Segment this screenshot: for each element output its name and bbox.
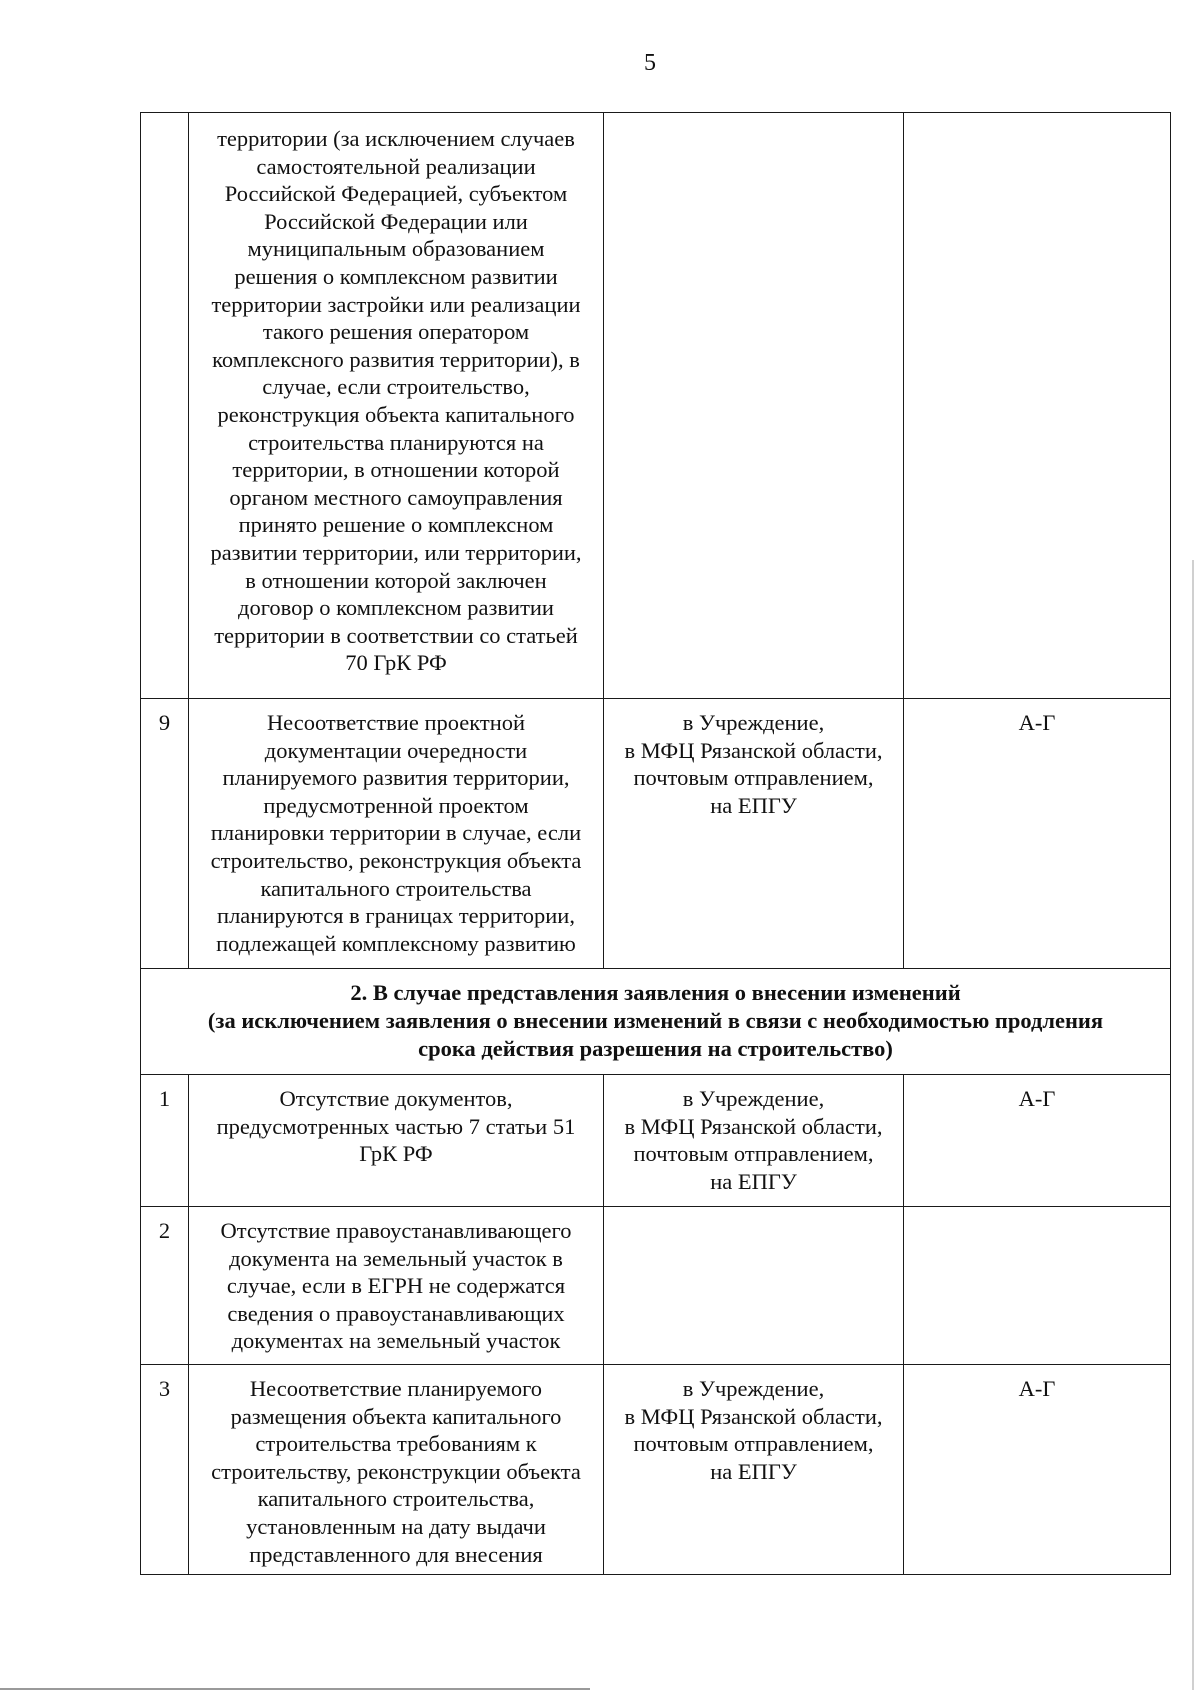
text-line: реконструкция объекта капитального [217,401,575,427]
heading-line: срока действия разрешения на строительство) [418,1036,893,1061]
text-line: Отсутствие документов, [279,1086,513,1111]
section-heading-row [141,969,1171,1075]
page-number: 5 [644,50,656,76]
text-line: муниципальным образованием [247,236,545,262]
text-line: в Учреждение, [682,710,825,735]
text-line: в Учреждение, [682,1376,825,1401]
text-line: территории (за исключением случаев [217,126,575,151]
text-line: установленным на дату выдачи [246,1513,546,1539]
text-line: в МФЦ Рязанской области, [624,1403,883,1429]
text-line: почтовым отправлением, [633,1141,874,1167]
refusal-ground-text [189,1075,604,1207]
text-line: развитии территории, или территории, [210,539,582,565]
text-line: строительства планируются на [248,429,544,455]
code-cell: А-Г [904,1075,1171,1207]
text-line: почтовым отправлением, [633,1431,874,1457]
text-line: территории в соответствии со статьей [214,622,578,648]
text-line: документации очередности [264,737,528,763]
row-number: 1 [141,1075,189,1207]
text-line: договор о комплексном развитии [238,595,554,621]
text-line: на ЕПГУ [710,792,797,818]
code-cell: А-Г [904,699,1171,969]
text-line: подлежащей комплексному развитию [216,930,576,956]
submission-method-cell [604,699,904,969]
text-line: территории, в отношении которой [232,457,560,483]
text-line: документа на земельный участок в [229,1245,563,1271]
table-row [141,1365,1171,1575]
text-line: в МФЦ Рязанской области, [624,1113,883,1139]
text-line: Несоответствие планируемого [249,1376,543,1401]
text-line: органом местного самоуправления [229,484,563,510]
row-number: 3 [141,1365,189,1575]
text-line: случае, если в ЕГРН не содержатся [226,1273,566,1299]
refusal-ground-text [189,1365,604,1575]
text-line: такого решения оператором [262,319,530,345]
code-cell [904,1207,1171,1365]
table-row [141,1075,1171,1207]
submission-method-cell [604,1075,904,1207]
text-line: на ЕПГУ [710,1458,797,1484]
scan-margin-line [1192,560,1194,1690]
text-line: Российской Федерацией, субъектом [224,181,568,207]
text-line: планировки территории в случае, если [210,820,582,846]
heading-line: 2. В случае представления заявления о внесении изменений [350,980,961,1005]
section-heading [141,969,1171,1075]
row-number: 9 [141,699,189,969]
text-line: капитального строительства [260,875,532,901]
text-line: случае, если строительство, [262,374,530,400]
text-line: сведения о правоустанавливающих [227,1300,565,1326]
text-line: 70 ГрК РФ [345,650,447,676]
text-line: Отсутствие правоустанавливающего [220,1218,572,1243]
refusal-ground-text [189,113,604,699]
text-line: капитального строительства, [257,1486,535,1512]
code-cell [904,113,1171,699]
row-number [141,113,189,699]
text-line: Российской Федерации или [264,208,528,234]
text-line: в МФЦ Рязанской области, [624,737,883,763]
refusal-ground-text [189,1207,604,1365]
text-line: решения о комплексном развитии [234,263,558,289]
scan-edge-line [0,1688,590,1690]
text-line: представленного для внесения [249,1541,543,1567]
text-line: документах на земельный участок [231,1328,561,1354]
table-row [141,1207,1171,1365]
text-line: предусмотренной проектом [263,792,529,818]
text-line: строительство, реконструкция объекта [210,847,582,873]
text-line: почтовым отправлением, [633,765,874,791]
table-row [141,113,1171,699]
text-line: ГрК РФ [359,1141,433,1167]
text-line: комплексного развития территории), в [212,346,580,372]
text-line: принято решение о комплексном [238,512,554,538]
refusal-ground-text [189,699,604,969]
text-line: строительству, реконструкции объекта [211,1458,581,1484]
text-line: размещения объекта капитального [230,1403,562,1429]
table-row [141,699,1171,969]
text-line: планируемого развития территории, [222,765,570,791]
text-line: предусмотренных частью 7 статьи 51 [216,1113,576,1139]
text-line: строительства требованиям к [255,1431,537,1457]
text-line: планируются в границах территории, [217,903,575,929]
submission-method-cell [604,1365,904,1575]
row-number: 2 [141,1207,189,1365]
submission-method-cell [604,1207,904,1365]
code-cell: А-Г [904,1365,1171,1575]
submission-method-cell [604,113,904,699]
text-line: территории застройки или реализации [211,291,581,317]
text-line: в Учреждение, [682,1086,825,1111]
text-line: самостоятельной реализации [256,153,536,179]
heading-line: (за исключением заявления о внесении изменений в связи с необходимостью продления [207,1008,1104,1033]
text-line: на ЕПГУ [710,1168,797,1194]
text-line: Несоответствие проектной [266,710,526,735]
refusal-grounds-table [140,112,1171,1575]
text-line: в отношении которой заключен [245,567,547,593]
